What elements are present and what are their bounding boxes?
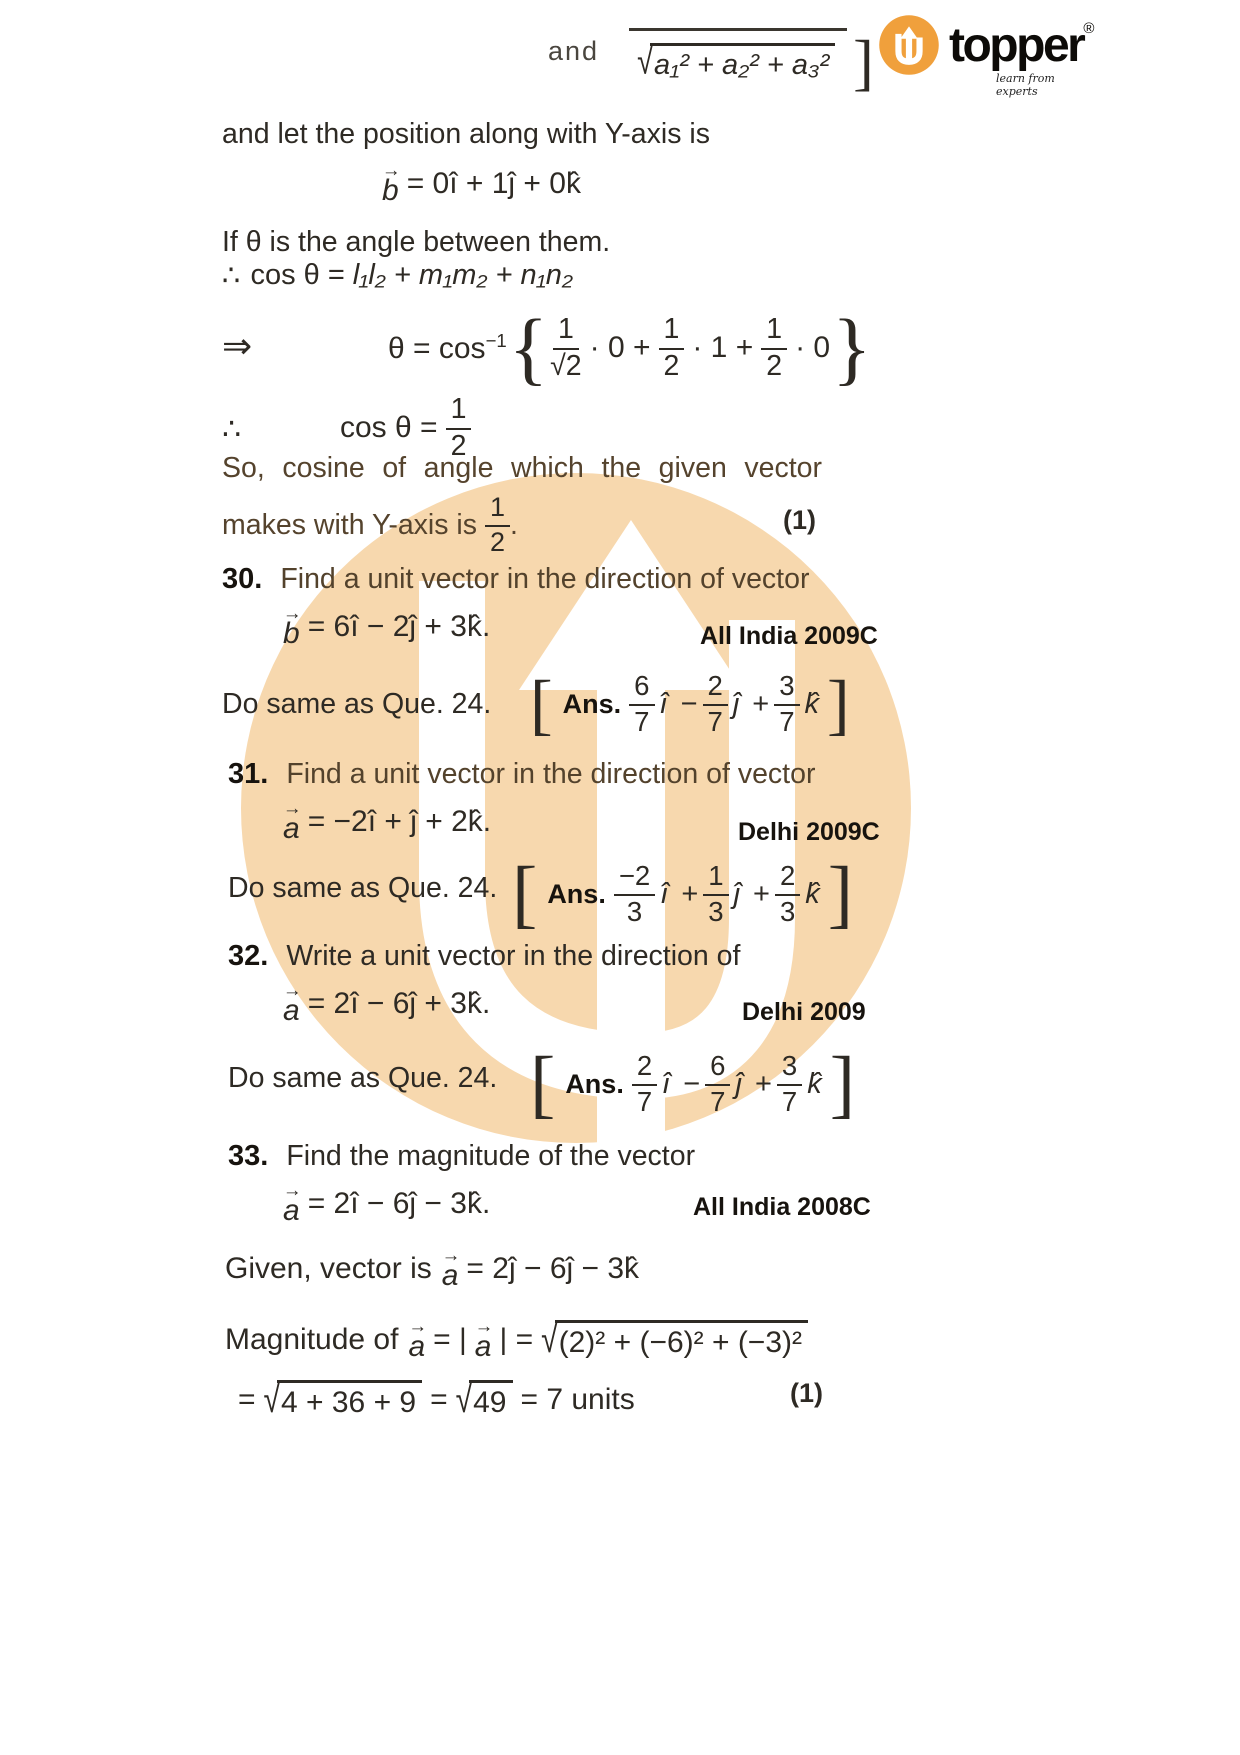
cos-lhs: cos θ = — [250, 259, 345, 291]
denominator: 7 — [779, 705, 795, 737]
brand-word: topper — [949, 18, 1084, 72]
sqrt-expression — [637, 43, 835, 82]
vector-a — [282, 1179, 302, 1228]
q31-equation — [283, 798, 491, 846]
denominator: 7 — [636, 1085, 653, 1117]
marks-1 — [790, 1378, 823, 1409]
magnitude-prefix: Magnitude of — [225, 1323, 399, 1356]
numerator: 1 — [703, 861, 728, 895]
line-text: If θ is the angle between them. — [222, 226, 611, 258]
q32-equation — [283, 980, 490, 1028]
q30-exam-tag — [700, 622, 878, 651]
line-text: So, cosine of angle which the given vector — [222, 452, 822, 484]
numerator: 2 — [703, 671, 728, 705]
unit-i: î — [659, 687, 668, 720]
logo-row — [878, 14, 1094, 76]
question-text: Write a unit vector in the direction of — [286, 940, 741, 972]
vector-arrow-icon: → — [282, 602, 302, 624]
theta-lhs — [388, 330, 507, 366]
radical-sign: √ — [541, 1318, 558, 1361]
exam-tag-text: All India 2008C — [693, 1193, 871, 1221]
vector-a — [282, 979, 302, 1028]
line-position-y-axis — [222, 118, 710, 151]
inverse-exponent: −1 — [485, 330, 507, 351]
unit-k: k̂ — [804, 687, 820, 720]
therefore-symbol: ∴ — [222, 260, 241, 292]
result-text: = 7 units — [520, 1383, 635, 1416]
q30-equation — [283, 603, 490, 651]
given-rhs: = 2ĵ − 6ĵ − 3k̂ — [466, 1252, 640, 1285]
conclusion-line-1 — [222, 452, 822, 485]
vector-a — [441, 1244, 461, 1293]
marks-value: (1) — [783, 505, 816, 535]
question-number: 33. — [228, 1140, 269, 1172]
q33-heading — [228, 1140, 695, 1173]
question-text: Find a unit vector in the direction of vector — [286, 758, 816, 790]
fraction-1-2 — [761, 314, 787, 382]
implies-arrow: ⇒ — [222, 325, 253, 366]
unit-j: ĵ — [735, 1067, 742, 1100]
conclusion-line-2 — [222, 492, 518, 558]
vector-arrow-icon: → — [282, 797, 302, 819]
vector-a — [282, 797, 302, 846]
equation-theta-inverse-cos: $\theta = \cos^{-1}$ { $\frac{1}{√2}$ · 0 + $\frac{1}{2}$ · 1 + $\frac{1}{2}$ · 0 } — [388, 302, 872, 393]
operator: + — [754, 1067, 772, 1100]
vector-a — [408, 1315, 427, 1364]
unit-i: î — [662, 1067, 671, 1100]
numerator: 6 — [705, 1051, 730, 1085]
cos-lhs: cos θ = — [340, 411, 438, 444]
numerator: 6 — [629, 671, 654, 705]
q33-equation — [283, 1180, 490, 1228]
numerator: 1 — [446, 394, 472, 429]
equation-cos-direction — [222, 258, 573, 293]
logo-tagline: learn from experts — [996, 72, 1055, 98]
term-dot1-plus: · 1 + — [692, 331, 754, 364]
numerator: 3 — [777, 1051, 802, 1085]
denominator: 7 — [634, 705, 650, 737]
cos-rhs: l₁l₂ + m₁m₂ + n₁n₂ — [352, 259, 573, 291]
abs-close-equals: | = — [499, 1323, 534, 1356]
line-text: Do same as Que. 24. — [222, 688, 492, 720]
q31-do-same — [228, 872, 497, 905]
fraction — [705, 1051, 730, 1117]
marks-1 — [783, 505, 816, 536]
denominator-under-bar — [629, 28, 847, 84]
implies-symbol — [222, 325, 252, 367]
topper-u-arrow-icon — [878, 14, 940, 76]
topper-logo — [878, 14, 1095, 98]
operator: + — [752, 687, 770, 720]
top-cutoff-fraction — [548, 28, 874, 97]
answer-label: Ans. — [565, 1068, 624, 1099]
vector-b — [282, 602, 302, 651]
logo-brand-text — [949, 18, 1095, 72]
unit-j: ĵ — [732, 687, 740, 720]
equals: = — [430, 1383, 448, 1416]
fraction — [614, 861, 655, 927]
unit-k: k̂ — [805, 877, 820, 910]
radicand: (2)² + (−6)² + (−3)² — [555, 1320, 808, 1360]
equals: = — [238, 1383, 256, 1416]
operator: − — [680, 687, 698, 720]
denominator: 2 — [663, 349, 680, 382]
and-word-cut: and — [548, 36, 600, 66]
fraction-1-2 — [485, 493, 510, 557]
denominator: 7 — [707, 705, 723, 737]
q32-do-same — [228, 1062, 497, 1095]
denominator: 3 — [779, 895, 796, 927]
vector-arrow-icon: → — [282, 1179, 302, 1201]
fraction — [703, 861, 728, 927]
vector-arrow-icon: → — [408, 1315, 427, 1337]
answer-label: Ans. — [562, 688, 622, 719]
exam-tag-text: All India 2009C — [700, 622, 878, 650]
unit-i: î — [660, 877, 669, 910]
q31-answer-box: [ Ans. $\frac{-2}{3}$ î + $\frac{1}{3}$ ĵ + $\frac{2}{3}$ k̂ ] — [512, 852, 854, 936]
unit-j: ĵ — [733, 877, 741, 910]
fraction — [777, 1051, 802, 1117]
vector-letter: a — [441, 1259, 459, 1292]
q30-heading — [222, 563, 809, 596]
vector-letter: b — [283, 617, 300, 650]
theta-cos: θ = cos — [388, 332, 486, 365]
q30-do-same — [222, 688, 491, 721]
fraction — [774, 671, 799, 737]
question-number: 30. — [222, 563, 263, 595]
line-text: and let the position along with Y-axis is — [222, 118, 710, 150]
vector-arrow-icon: → — [381, 159, 401, 181]
equation-b-unit — [382, 160, 581, 208]
numerator: 1 — [553, 314, 579, 349]
equation-rhs: = 0î + 1ĵ + 0k̂ — [406, 167, 581, 200]
operator: + — [681, 877, 699, 910]
sqrt-expression — [264, 1380, 423, 1420]
sqrt-expression — [456, 1380, 513, 1420]
fraction — [629, 671, 654, 737]
term-dot0: · 0 — [795, 331, 831, 364]
vector-letter: b — [382, 174, 399, 207]
q32-heading — [228, 940, 740, 973]
question-text: Find the magnitude of the vector — [286, 1140, 696, 1172]
numerator: 1 — [485, 493, 510, 527]
therefore-symbol: ∴ — [222, 413, 242, 446]
period: . — [510, 508, 518, 541]
exam-tag-text: Delhi 2009C — [738, 818, 880, 846]
denominator: √2 — [550, 349, 582, 382]
denominator: 3 — [626, 895, 643, 927]
q33-given-line — [225, 1240, 639, 1298]
fraction-1-2 — [659, 314, 685, 382]
operator: + — [753, 877, 770, 910]
radical-sign: √ — [455, 1378, 473, 1421]
radical-sign: √ — [263, 1378, 280, 1421]
marks-value: (1) — [790, 1378, 823, 1408]
line-if-theta — [222, 226, 610, 259]
vector-letter: a — [283, 1194, 300, 1227]
equation-rhs: = 2î − 6ĵ − 3k̂. — [307, 1187, 491, 1220]
question-number: 31. — [228, 758, 269, 790]
term-dot0-plus: · 0 + — [589, 331, 651, 364]
question-number: 32. — [228, 940, 269, 972]
equals-abs-open: = | — [433, 1323, 467, 1356]
sqrt-expression — [541, 1320, 808, 1360]
equation-rhs: = −2î + ĵ + 2k̂. — [307, 805, 492, 838]
numerator: 2 — [775, 861, 800, 895]
q32-exam-tag — [742, 998, 866, 1027]
numerator: 1 — [659, 314, 685, 349]
q31-heading — [228, 758, 815, 791]
fraction — [703, 671, 728, 737]
radicand: a₁² + a₂² + a₃² — [650, 43, 835, 82]
question-text: Find a unit vector in the direction of vector — [280, 563, 810, 595]
vector-arrow-icon: → — [474, 1315, 494, 1337]
denominator: 3 — [708, 895, 724, 927]
q30-answer-box: [ Ans. $\frac{6}{7}$ î − $\frac{2}{7}$ ĵ + $\frac{3}{7}$ k̂ ] — [530, 666, 850, 742]
closing-bracket: ] — [853, 29, 874, 97]
given-prefix: Given, vector is — [225, 1252, 432, 1285]
vector-letter: a — [283, 994, 300, 1027]
denominator: 7 — [781, 1085, 798, 1117]
denominator: 2 — [450, 429, 467, 462]
operator: − — [683, 1067, 701, 1100]
numerator: −2 — [614, 861, 655, 895]
numerator: 1 — [761, 314, 787, 349]
numerator: 3 — [774, 671, 799, 705]
denominator: 2 — [766, 349, 783, 382]
radical-sign: √ — [637, 41, 653, 83]
fraction-1-sqrt2 — [550, 314, 582, 382]
equation-rhs: = 6î − 2ĵ + 3k̂. — [307, 610, 491, 643]
q32-answer-box: [ Ans. $\frac{2}{7}$ î − $\frac{6}{7}$ ĵ + $\frac{3}{7}$ k̂ ] — [530, 1042, 856, 1126]
fraction — [632, 1051, 657, 1117]
unit-k: k̂ — [807, 1067, 822, 1100]
radicand: 49 — [469, 1380, 512, 1420]
line-text: Do same as Que. 24. — [228, 1062, 498, 1094]
denominator: 2 — [490, 526, 506, 557]
line-text: Do same as Que. 24. — [228, 872, 498, 904]
vector-a — [474, 1315, 494, 1364]
numerator: 2 — [632, 1051, 657, 1085]
vector-b — [381, 159, 401, 208]
therefore-symbol-2 — [222, 412, 241, 447]
equation-rhs: = 2î − 6ĵ + 3k̂. — [307, 987, 491, 1020]
q31-exam-tag — [738, 818, 880, 847]
registered-mark: ® — [1083, 19, 1095, 37]
exam-tag-text: Delhi 2009 — [742, 998, 866, 1026]
vector-arrow-icon: → — [441, 1244, 461, 1266]
q33-magnitude-line — [225, 1305, 808, 1375]
vector-arrow-icon: → — [282, 979, 302, 1001]
q33-final-line — [238, 1368, 635, 1432]
vector-letter: a — [408, 1330, 426, 1363]
vector-letter: a — [474, 1330, 492, 1363]
answer-label: Ans. — [547, 878, 606, 909]
radicand: 4 + 36 + 9 — [277, 1380, 422, 1420]
q33-exam-tag — [693, 1193, 871, 1222]
fraction — [775, 861, 800, 927]
line-text: makes with Y-axis is — [222, 508, 478, 541]
denominator: 7 — [710, 1085, 726, 1117]
vector-letter: a — [283, 812, 300, 845]
